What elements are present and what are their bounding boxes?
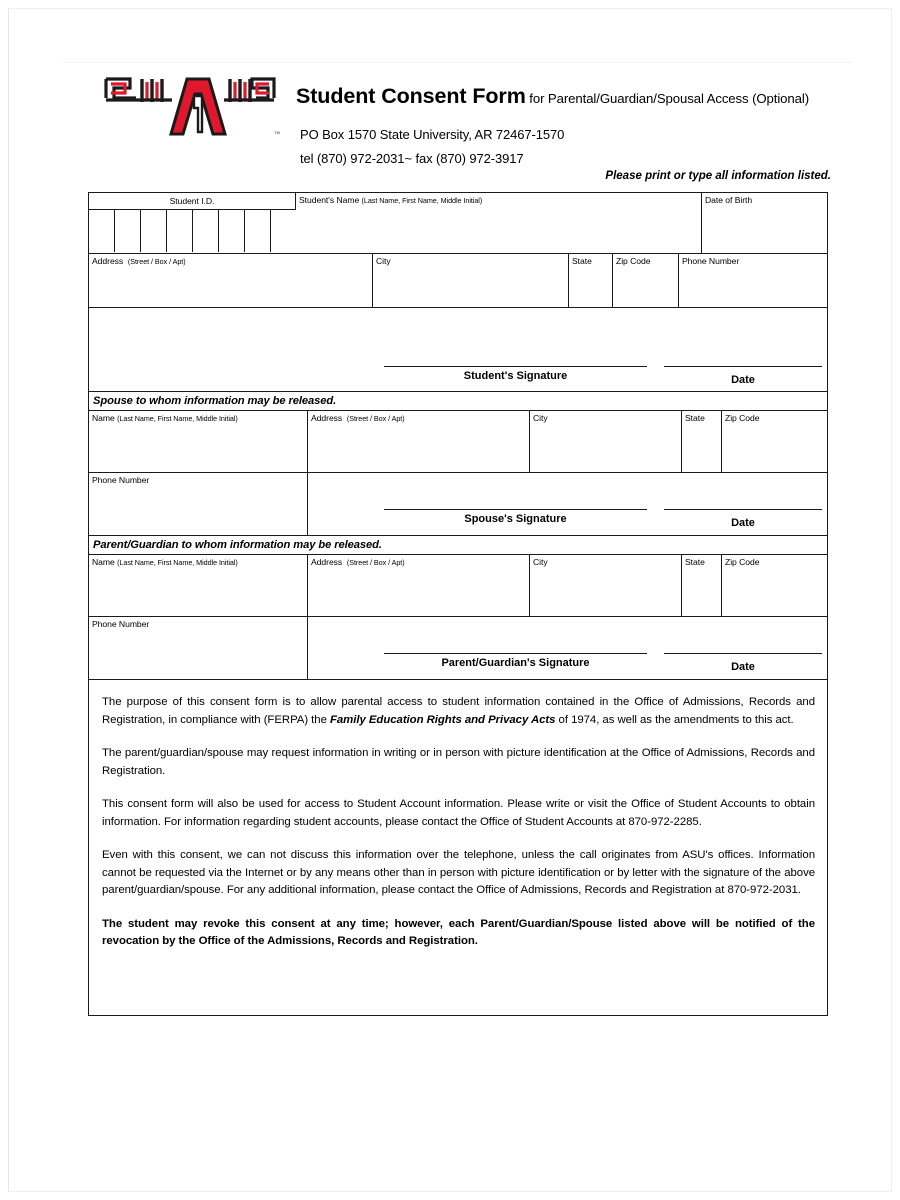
parent-zip-label: Zip Code [725, 557, 760, 567]
parent-address-label: Address [311, 557, 343, 567]
student-name-field[interactable] [296, 193, 702, 253]
org-phone-fax-line: tel (870) 972-2031~ fax (870) 972-3917 [300, 151, 524, 166]
spouse-phone-field[interactable] [89, 473, 308, 535]
parent-city-label: City [533, 557, 548, 567]
spouse-date-caption: Date [731, 517, 755, 529]
terms-p1-part-a: The purpose of this consent form is to allow parental access to student information contained in the Office of Admissions, Records and Registration, in compliance with (FERPA) the [102, 696, 815, 726]
parent-name-field[interactable] [89, 555, 308, 616]
terms-paragraph-2: The parent/guardian/spouse may request information in writing or in person with picture identification at the Office of Admissions, Records and Registration. [102, 747, 815, 777]
a-state-university-logo [102, 74, 278, 138]
student-phone-label: Phone Number [682, 256, 740, 266]
parent-date-caption: Date [731, 661, 755, 673]
parent-phone-signature-row [89, 616, 827, 679]
spouse-name-hint: (Last Name, First Name, Middle Initial) [117, 414, 238, 423]
student-address-label: Address [92, 256, 124, 266]
date-of-birth-field[interactable] [702, 193, 826, 253]
spouse-signature-band [308, 473, 826, 535]
parent-details-row [89, 554, 827, 616]
parent-city-field[interactable] [530, 555, 682, 616]
terms-paragraph-5-revocation: The student may revoke this consent at any time; however, each Parent/Guardian/Spouse listed above will be notified of the revocation by the Office of the Admissions, Records and Registration. [102, 917, 815, 947]
student-id-digit-box[interactable] [89, 210, 115, 252]
parent-section-banner-text: Parent/Guardian to whom information may be released. [93, 539, 382, 551]
parent-section-banner [89, 535, 827, 554]
parent-zip-field[interactable] [722, 555, 826, 616]
student-id-digit-box[interactable] [245, 210, 271, 252]
spouse-city-field[interactable] [530, 411, 682, 472]
student-date-caption: Date [731, 374, 755, 386]
print-instruction-note: Please print or type all information listed. [605, 170, 831, 182]
student-name-hint: (Last Name, First Name, Middle Initial) [361, 196, 483, 205]
spouse-address-hint: (Street / Box / Apt) [346, 414, 405, 423]
form-header [88, 66, 833, 186]
student-id-boxes [89, 210, 296, 252]
student-signature-line[interactable] [384, 366, 647, 367]
student-id-label: Student I.D. [169, 195, 215, 206]
spouse-signature-line[interactable] [384, 509, 647, 510]
student-address-row [89, 253, 827, 307]
spouse-phone-label: Phone Number [92, 475, 150, 485]
logo-artwork [102, 74, 278, 138]
parent-phone-field[interactable] [89, 617, 308, 679]
student-id-digit-box[interactable] [219, 210, 245, 252]
scan-artifact-line [62, 62, 852, 63]
org-address-line-1: PO Box 1570 State University, AR 72467-1570 [300, 127, 565, 142]
student-city-label: City [376, 256, 391, 266]
page-title [296, 84, 809, 109]
trademark-mark: TM [274, 130, 280, 135]
spouse-signature-caption: Spouse's Signature [464, 513, 567, 525]
student-id-header [89, 193, 296, 210]
parent-signature-line[interactable] [384, 653, 647, 654]
parent-signature-band [308, 617, 826, 679]
page-title-subtitle: for Parental/Guardian/Spousal Access (Optional) [525, 91, 809, 106]
student-signature-band [89, 307, 827, 391]
student-id-digit-box[interactable] [167, 210, 193, 252]
spouse-zip-label: Zip Code [725, 413, 760, 423]
parent-name-label: Name [92, 557, 115, 567]
spouse-address-field[interactable] [308, 411, 530, 472]
body-bottom-spacer [102, 967, 815, 997]
spouse-city-label: City [533, 413, 548, 423]
student-address-hint: (Street / Box / Apt) [127, 257, 186, 266]
parent-signature-caption: Parent/Guardian's Signature [441, 657, 590, 669]
student-id-digit-box[interactable] [141, 210, 167, 252]
terms-paragraph-4: Even with this consent, we can not discuss this information over the telephone, unless the call originates from ASU's offices. Information cannot be requested via the Internet or by any means other than in person with picture identification or by letter with the signature of the above parent/guardian/spouse. For any additional information, please contact the Office of Admissions, Records and Registration at 870-972-2031. [102, 849, 815, 896]
parent-state-label: State [685, 557, 705, 567]
consent-terms-text [89, 679, 827, 1015]
spouse-section-banner-text: Spouse to whom information may be released. [93, 395, 337, 407]
parent-address-hint: (Street / Box / Apt) [346, 558, 405, 567]
student-id-digit-box[interactable] [271, 210, 296, 252]
spouse-zip-field[interactable] [722, 411, 826, 472]
ferpa-act-name: Family Education Rights and Privacy Acts [329, 713, 556, 726]
student-signature-caption: Student's Signature [463, 370, 568, 382]
student-state-label: State [572, 256, 592, 266]
student-address-field[interactable] [89, 254, 373, 307]
student-id-digit-box[interactable] [193, 210, 219, 252]
spouse-name-label: Name [92, 413, 115, 423]
student-identity-row [89, 193, 827, 253]
student-zip-field[interactable] [613, 254, 679, 307]
student-id-group [89, 193, 296, 253]
student-date-line[interactable] [664, 366, 822, 367]
student-state-field[interactable] [569, 254, 613, 307]
student-phone-field[interactable] [679, 254, 826, 307]
consent-form-table [88, 192, 828, 1016]
spouse-address-label: Address [311, 413, 343, 423]
student-zip-label: Zip Code [616, 256, 651, 266]
parent-phone-label: Phone Number [92, 619, 150, 629]
spouse-date-line[interactable] [664, 509, 822, 510]
spouse-name-field[interactable] [89, 411, 308, 472]
parent-date-line[interactable] [664, 653, 822, 654]
page-title-main: Student Consent Form [296, 84, 526, 108]
student-city-field[interactable] [373, 254, 569, 307]
spouse-section-banner [89, 391, 827, 410]
terms-p1-part-c: of 1974, as well as the amendments to this act. [555, 713, 794, 726]
spouse-details-row [89, 410, 827, 472]
parent-name-hint: (Last Name, First Name, Middle Initial) [117, 558, 238, 567]
date-of-birth-label: Date of Birth [705, 195, 753, 205]
spouse-state-label: State [685, 413, 705, 423]
parent-address-field[interactable] [308, 555, 530, 616]
terms-paragraph-3: This consent form will also be used for access to Student Account information. Please write or visit the Office of Student Accounts to obtain information. For information regarding student accounts, please contact the Office of Student Accounts at 870-972-2285. [102, 798, 815, 828]
student-id-digit-box[interactable] [115, 210, 141, 252]
parent-state-field[interactable] [682, 555, 722, 616]
terms-paragraph-1 [102, 694, 815, 729]
spouse-state-field[interactable] [682, 411, 722, 472]
spouse-phone-signature-row [89, 472, 827, 535]
student-name-label: Student's Name [299, 195, 360, 205]
